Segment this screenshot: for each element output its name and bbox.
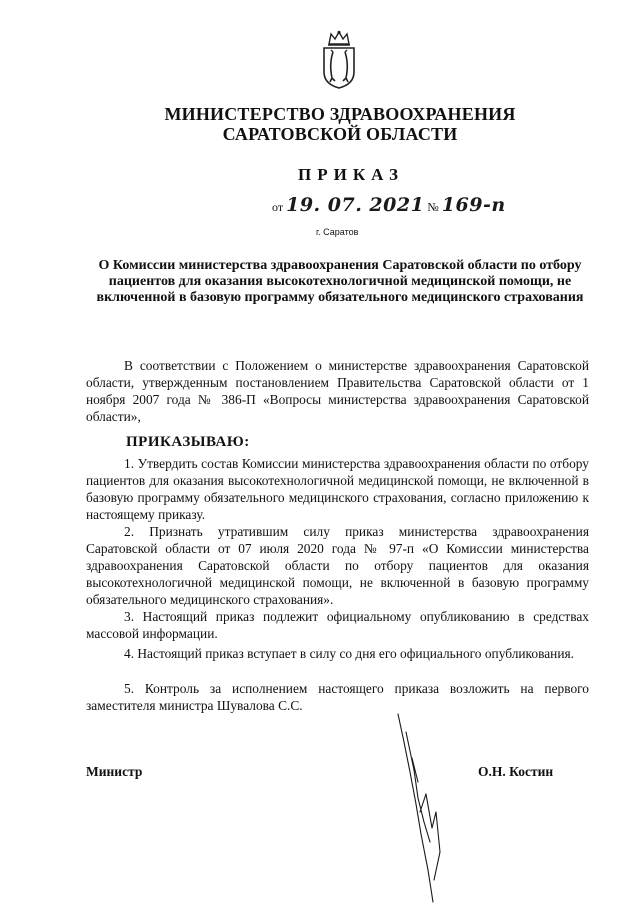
- from-label: от: [272, 200, 284, 214]
- signatory-name: О.Н. Костин: [478, 764, 554, 779]
- ministry-name-line2: САРАТОВСКОЙ ОБЛАСТИ: [222, 124, 458, 144]
- intro-paragraph: В соответствии с Положением о министерстве здравоохранения Саратовской области, утвержденным постановлением Правительства Саратовской области от 1 ноября 2007 года № 386-П «Вопросы министерства здравоохранения Саратовской области»,: [86, 358, 589, 424]
- order-heading: ПРИКАЗЫВАЮ:: [126, 434, 250, 450]
- handwritten-signature-icon: [388, 712, 458, 912]
- order-number: 169-п: [441, 194, 506, 216]
- order-item-4: 4. Настоящий приказ вступает в силу со дня его официального опубликования.: [124, 646, 574, 661]
- ministry-name-line1: МИНИСТЕРСТВО ЗДРАВООХРАНЕНИЯ: [164, 104, 516, 124]
- order-item-5: 5. Контроль за исполнением настоящего приказа возложить на первого заместителя министра Шувалова С.С.: [86, 681, 589, 713]
- number-label: №: [427, 200, 439, 214]
- city-label: г. Саратов: [316, 227, 359, 237]
- saratov-coat-of-arms-icon: [317, 30, 361, 90]
- order-item-2: 2. Признать утратившим силу приказ министерства здравоохранения Саратовской области от 07 июля 2020 года № 97-п «О Комиссии министерства здравоохранения Саратовской области по отбору пациентов для оказания высокотехнологичной медицинской помощи, не включенной в базовую программу обязательного медицинского страхования».: [86, 524, 589, 607]
- order-date: 19. 07. 2021: [286, 194, 425, 216]
- order-item-1: 1. Утвердить состав Комиссии министерства здравоохранения области по отбору пациентов для оказания высокотехнологичной медицинской помощи, не включенной в базовую программу обязательного медицинского страхования, согласно приложению к настоящему приказу.: [86, 456, 589, 522]
- order-date-number: [272, 194, 506, 216]
- document-title: ПРИКАЗ: [298, 165, 404, 184]
- order-subject: О Комиссии министерства здравоохранения Саратовской области по отбору пациентов для оказания высокотехнологичной медицинской помощи, не включенной в базовую программу обязательного медицинского страхования: [96, 258, 584, 305]
- order-item-3: 3. Настоящий приказ подлежит официальному опубликованию в средствах массовой информации.: [86, 609, 589, 641]
- signatory-role: Министр: [86, 764, 143, 779]
